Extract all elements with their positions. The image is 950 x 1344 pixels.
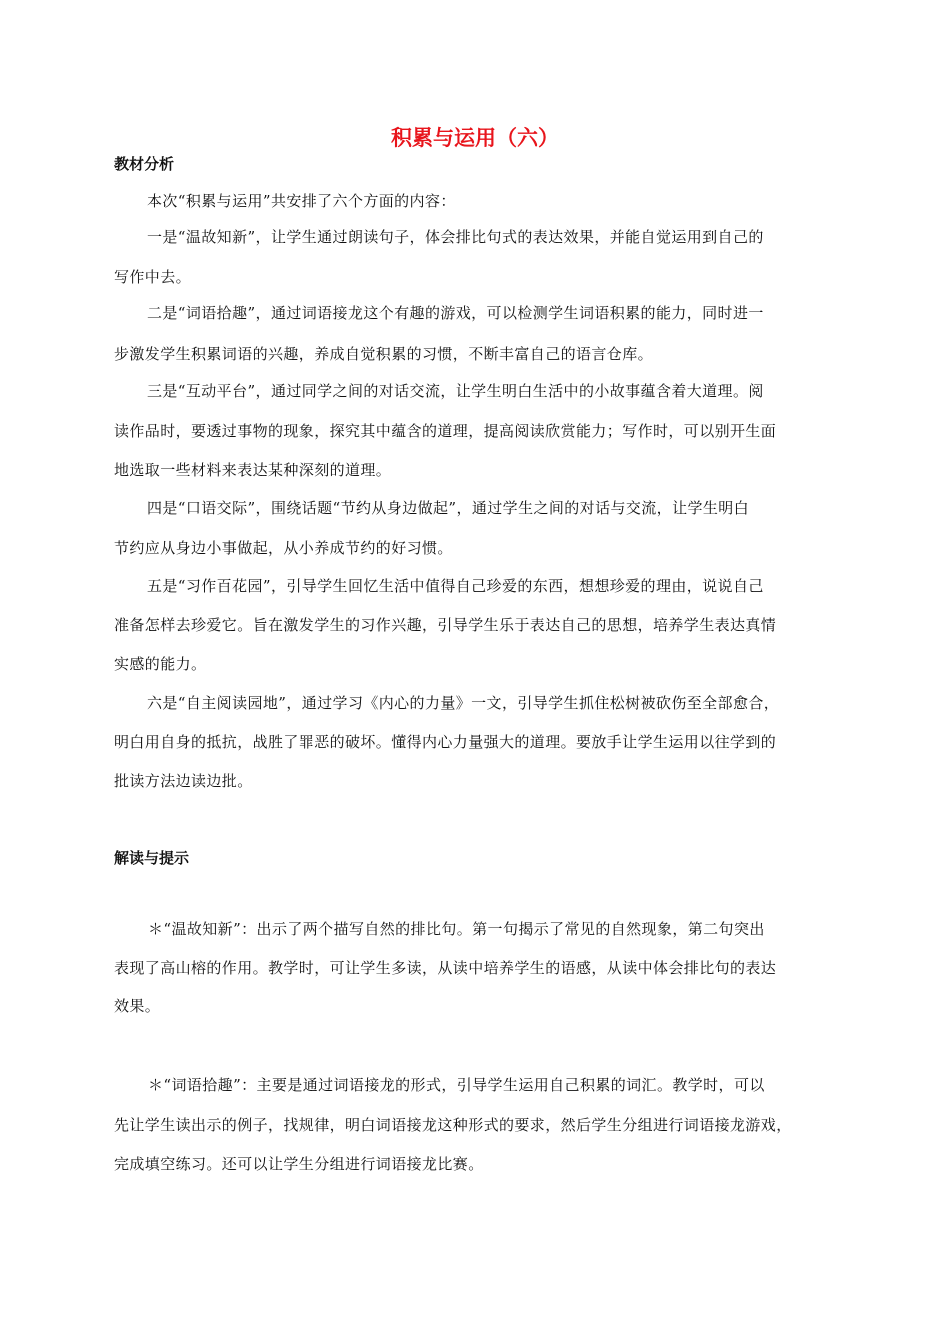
paragraph-line: 地选取一些材料来表达某种深刻的道理。 bbox=[114, 461, 392, 479]
paragraph-line: 批读方法边读边批。 bbox=[114, 772, 253, 790]
paragraph-line: 步激发学生积累词语的兴趣，养成自觉积累的习惯，不断丰富自己的语言仓库。 bbox=[114, 345, 654, 363]
paragraph-line: 写作中去。 bbox=[114, 268, 192, 286]
section-heading-interpretation: 解读与提示 bbox=[114, 849, 190, 867]
paragraph-line: 准备怎样去珍爱它。旨在激发学生的习作兴趣，引导学生乐于表达自己的思想，培养学生表达真情 bbox=[114, 616, 777, 634]
paragraph-line: ＊“温故知新”：出示了两个描写自然的排比句。第一句揭示了常见的自然现象，第二句突出 bbox=[148, 920, 765, 938]
paragraph-line: 二是“词语拾趣”，通过词语接龙这个有趣的游戏，可以检测学生词语积累的能力，同时进一 bbox=[147, 304, 764, 322]
paragraph-line: ＊“词语拾趣”：主要是通过词语接龙的形式，引导学生运用自己积累的词汇。教学时，可以 bbox=[148, 1076, 765, 1094]
paragraph-line: 实感的能力。 bbox=[114, 655, 207, 673]
section-heading-materials: 教材分析 bbox=[114, 155, 175, 173]
paragraph-line: 读作品时，要透过事物的现象，探究其中蕴含的道理，提高阅读欣赏能力；写作时，可以别开生面 bbox=[114, 422, 777, 440]
paragraph-line: 五是“习作百花园”，引导学生回忆生活中值得自己珍爱的东西，想想珍爱的理由，说说自己 bbox=[147, 577, 764, 595]
paragraph-line: 节约应从身边小事做起，从小养成节约的好习惯。 bbox=[114, 539, 453, 557]
paragraph-line: 先让学生读出示的例子，找规律，明白词语接龙这种形式的要求，然后学生分组进行词语接龙游戏， bbox=[114, 1116, 792, 1134]
paragraph-line: 完成填空练习。还可以让学生分组进行词语接龙比赛。 bbox=[114, 1155, 484, 1173]
paragraph-line: 效果。 bbox=[114, 997, 161, 1015]
paragraph-line: 表现了高山榕的作用。教学时，可让学生多读，从读中培养学生的语感，从读中体会排比句的表达 bbox=[114, 959, 777, 977]
paragraph-line: 四是“口语交际”，围绕话题“节约从身边做起”，通过学生之间的对话与交流，让学生明白 bbox=[147, 499, 750, 517]
paragraph-line: 三是“互动平台”，通过同学之间的对话交流，让学生明白生活中的小故事蕴含着大道理。阅 bbox=[147, 382, 764, 400]
paragraph-line: 一是“温故知新”，让学生通过朗读句子，体会排比句式的表达效果，并能自觉运用到自己的 bbox=[147, 228, 764, 246]
paragraph-line: 明白用自身的抵抗，战胜了罪恶的破坏。懂得内心力量强大的道理。要放手让学生运用以往学到的 bbox=[114, 733, 777, 751]
paragraph-line: 六是“自主阅读园地”，通过学习《内心的力量》一文，引导学生抓住松树被砍伤至全部愈合， bbox=[147, 694, 780, 712]
paragraph-line: 本次“积累与运用”共安排了六个方面的内容： bbox=[147, 192, 456, 210]
document-title: 积累与运用（六） bbox=[391, 126, 559, 150]
